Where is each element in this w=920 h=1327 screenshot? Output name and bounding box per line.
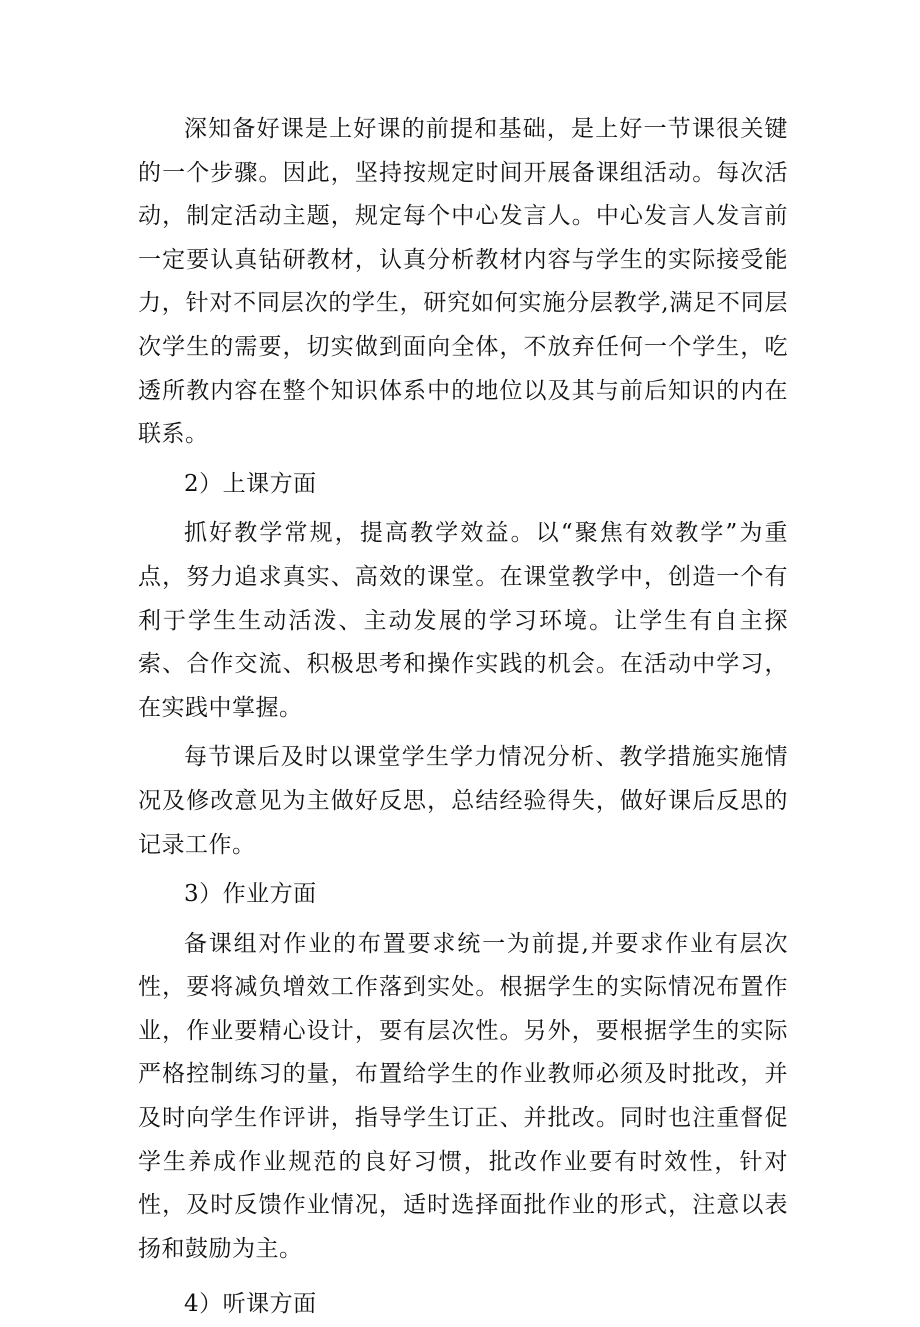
paragraph-reflection: 每节课后及时以课堂学生学力情况分析、教学措施实施情况及修改意见为主做好反思，总结经验得失，做好课后反思的记录工作。 <box>138 744 788 858</box>
paragraph-homework: 备课组对作业的布置要求统一为前提,并要求作业有层次性，要将减负增效工作落到实处。根据学生的实际情况布置作业，作业要精心设计，要有层次性。另外，要根据学生的实际严格控制练习的量，布置给学生的作业教师必须及时批改，并及时向学生作评讲，指导学生订正、并批改。同时也注重督促学生养成作业规范的良好习惯，批改作业要有时效性，针对性，及时反馈作业情况，适时选择面批作业的形式，注意以表扬和鼓励为主。 <box>138 930 788 1262</box>
paragraph-teaching-routine: 抓好教学常规，提高教学效益。以“聚焦有效教学”为重点，努力追求真实、高效的课堂。在课堂教学中，创造一个有利于学生生动活泼、主动发展的学习环境。让学生有自主探索、合作交流、积极思考和操作实践的机会。在活动中学习，在实践中掌握。 <box>138 520 788 721</box>
spacer <box>138 1271 788 1283</box>
heading-lesson-observation: 4）听课方面 <box>184 1291 317 1318</box>
document-page <box>138 108 788 1327</box>
paragraph-lesson-prep: 深知备好课是上好课的前提和基础，是上好一节课很关键的一个步骤。因此，坚持按规定时间开展备课组活动。每次活动，制定活动主题，规定每个中心发言人。中心发言人发言前一定要认真钻研教材，认真分析教材内容与学生的实际接受能力，针对不同层次的学生，研究如何实施分层教学,满足不同层次学生的需要，切实做到面向全体，不放弃任何一个学生，吃透所教内容在整个知识体系中的地位以及其与前后知识的内在联系。 <box>138 116 788 448</box>
heading-homework: 3）作业方面 <box>184 881 317 908</box>
heading-class-teaching: 2）上课方面 <box>184 470 317 497</box>
